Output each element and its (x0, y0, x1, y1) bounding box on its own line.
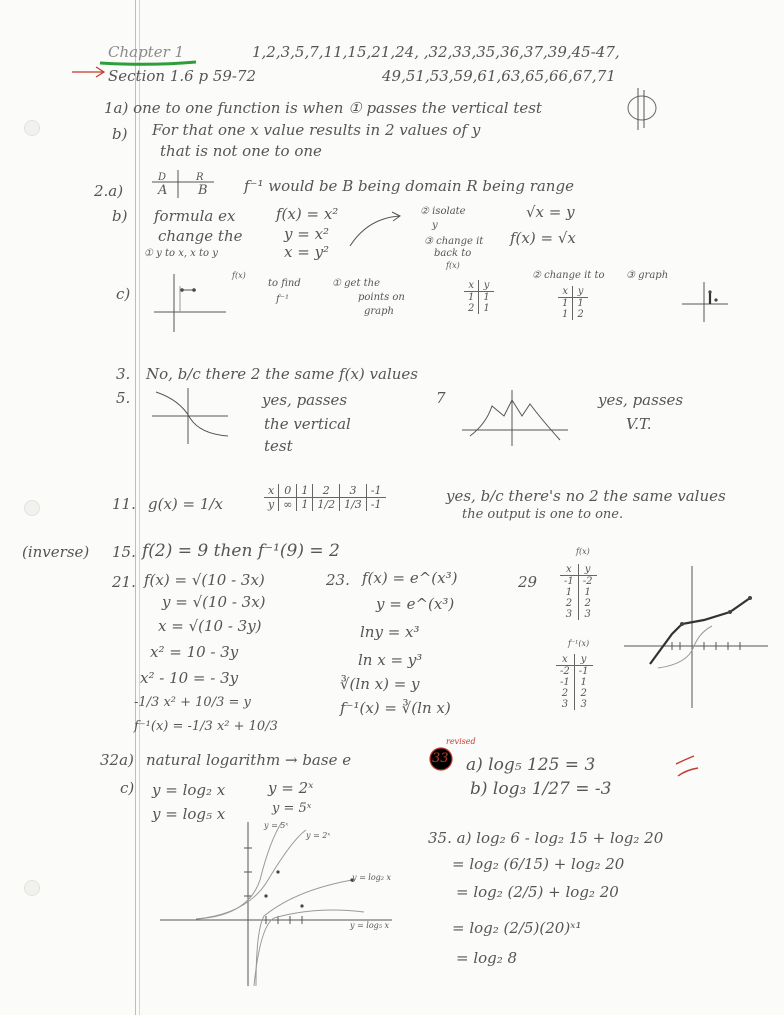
q11-table (264, 484, 386, 511)
q32c-l2a: y = log₅ x (152, 805, 226, 823)
q2c-get: ① get the (332, 278, 381, 289)
punch-hole (24, 880, 40, 896)
q2b-isolate: ② isolate (420, 206, 466, 217)
q29-fx: f(x) (576, 547, 590, 556)
q2b-x: x = y² (284, 243, 330, 261)
q2c-inverse-graph (680, 282, 730, 322)
q32c-l1b: y = 2ˣ (268, 779, 314, 797)
q1a-text: 1a) one to one function is when ① passes the vertical test (104, 99, 542, 117)
q7-label: 7 (436, 389, 446, 407)
cell: 1 (573, 298, 588, 310)
q11-label: 11. (112, 495, 136, 513)
q21-line: -1/3 x² + 10/3 = y (134, 695, 251, 710)
cell: y (574, 654, 592, 666)
q2b-y: y = x² (284, 225, 330, 243)
punch-hole (24, 500, 40, 516)
q2-table-d: D (158, 172, 167, 183)
q32-g-log5: y = log₅ x (350, 921, 390, 930)
q15-tag: (inverse) (22, 543, 90, 561)
cell: ∞ (279, 498, 297, 512)
cell: 1 (562, 298, 569, 309)
margin-line (139, 0, 140, 1015)
q33-label: 33 (432, 751, 449, 766)
q2c-table2 (558, 286, 588, 320)
q2c-graph (150, 272, 230, 334)
q23-label: 23. (326, 571, 350, 589)
cell: -2 (578, 576, 596, 588)
q23-line: ∛(ln x) = y (340, 675, 420, 693)
q7-yes-a: yes, passes (598, 391, 684, 409)
q5-label: 5. (116, 389, 131, 407)
q35-line2: = log₂ (6/15) + log₂ 20 (452, 855, 625, 873)
q2c-points: points on (358, 292, 405, 303)
cell: 1 (297, 484, 313, 498)
q33-revised: revised (446, 737, 476, 746)
q2b-change: change the (158, 227, 243, 245)
q35-line1: 35. a) log₂ 6 - log₂ 15 + log₂ 20 (428, 829, 664, 847)
cell: 1/2 (313, 498, 340, 512)
q5-yes2: the vertical (264, 415, 351, 433)
cell: 3 (340, 484, 367, 498)
cell: 1 (468, 292, 475, 303)
problems-line1: 1,2,3,5,7,11,15,21,24, ,32,33,35,36,37,39,45-47, (252, 43, 620, 61)
punch-hole (24, 120, 40, 136)
q7-graph (460, 390, 570, 446)
q35-line5: = log₂ 8 (456, 949, 518, 967)
q32-g-log2: y = log₂ x (352, 873, 392, 882)
q21-line: f(x) = √(10 - 3x) (144, 571, 265, 589)
cell: -1 (574, 666, 592, 678)
q32c-l1a: y = log₂ x (152, 781, 226, 799)
cell: y (573, 286, 588, 298)
q2b-formula: formula ex (154, 207, 236, 225)
chapter-title: Chapter 1 (108, 43, 185, 61)
cell: 2 (561, 688, 569, 699)
vertical-line-test-sketch (622, 88, 662, 130)
q5-yes3: test (264, 437, 293, 455)
q2a-text: f⁻¹ would be B being domain R being range (244, 177, 574, 195)
cell: 1 (562, 309, 569, 320)
q29-graph (622, 560, 772, 710)
q32-graph (156, 820, 396, 990)
q2b-fx2: f(x) (446, 261, 460, 270)
q23-line: y = e^(x³) (376, 595, 455, 613)
cell: 2 (578, 598, 596, 609)
cell: 1/3 (340, 498, 367, 512)
q21-line: y = √(10 - 3x) (162, 593, 266, 611)
cell: 2 (565, 598, 573, 609)
q21-line: x² = 10 - 3y (150, 643, 239, 661)
q2c-label: c) (116, 285, 131, 303)
q5-graph (150, 386, 230, 446)
q2c-fx: f(x) (232, 271, 246, 280)
q5-yes1: yes, passes (262, 391, 348, 409)
q3-label: 3. (116, 365, 131, 383)
q1b-label: b) (112, 125, 128, 143)
q15-text: f(2) = 9 then f⁻¹(9) = 2 (142, 541, 340, 561)
q29-label: 29 (518, 573, 538, 591)
cell: 2 (574, 688, 592, 699)
cell: 3 (565, 609, 573, 620)
q2b-fx-sqrt: f(x) = √x (510, 229, 576, 247)
section-title: Section 1.6 p 59-72 (108, 67, 257, 85)
q2c-graph-label: graph (364, 306, 394, 317)
q33a: a) log₅ 125 = 3 (466, 755, 596, 775)
q2b-change-back: ③ change it (424, 236, 484, 247)
q29-table2 (556, 654, 593, 710)
q2a-label: 2.a) (94, 182, 124, 200)
q2b-swap: ① y to x, x to y (144, 248, 218, 259)
q35-line4: = log₂ (2/5)(20)ˣ¹ (452, 919, 582, 937)
cell: -1 (560, 677, 570, 688)
q2-table-a: A (158, 183, 168, 198)
q29-finv: f⁻¹(x) (568, 639, 590, 648)
q2-table-b: B (198, 183, 208, 198)
cell: 3 (578, 609, 596, 620)
q32c-l2b: y = 5ˣ (272, 801, 312, 816)
q2b-sqrt: √x = y (526, 203, 575, 221)
q11-text1: yes, b/c there's no 2 the same values (446, 487, 726, 505)
q3-text: No, b/c there 2 the same f(x) values (146, 365, 418, 383)
q1b-line2: that is not one to one (160, 142, 322, 160)
q2b-y2: y (432, 220, 438, 231)
cell: -1 (366, 484, 385, 498)
cell: 0 (279, 484, 297, 498)
q2b-label: b) (112, 207, 128, 225)
q2b-back-to: back to (434, 248, 472, 259)
q23-line: f⁻¹(x) = ∛(ln x) (340, 699, 451, 717)
q2c-finv: f⁻¹ (276, 294, 289, 305)
cell: x (264, 484, 279, 498)
cell: 1 (578, 587, 596, 598)
cell: x (464, 280, 479, 292)
q23-line: lny = x³ (360, 623, 420, 641)
arrow-icon (348, 210, 408, 250)
q2c-graph2: ③ graph (626, 270, 669, 281)
cell: 2 (573, 309, 588, 320)
q32a-label: 32a) (100, 751, 134, 769)
q11-text2: the output is one to one. (462, 507, 624, 522)
cell: -1 (366, 498, 385, 512)
q11-fn: g(x) = 1/x (148, 495, 223, 513)
q15-label: 15. (112, 543, 136, 561)
q2b-fx: f(x) = x² (276, 205, 339, 223)
cell: 1 (574, 677, 592, 688)
cell: 1 (479, 303, 494, 314)
q32a-text: natural logarithm → base e (146, 751, 352, 769)
q2c-change: ② change it to (532, 270, 605, 281)
q35-line3: = log₂ (2/5) + log₂ 20 (456, 883, 619, 901)
cell: x (560, 564, 578, 576)
q33b: b) log₃ 1/27 = -3 (470, 779, 612, 799)
cell: -1 (564, 576, 574, 587)
q23-line: ln x = y³ (358, 651, 423, 669)
cell: 1 (479, 292, 494, 304)
q2-table-lines (148, 170, 218, 200)
q21-line: x = √(10 - 3y) (158, 617, 262, 635)
q2c-to-find: to find (268, 278, 301, 289)
q7-yes-b: V.T. (626, 415, 652, 433)
q29-table1 (560, 564, 597, 620)
cell: x (558, 286, 573, 298)
cell: y (479, 280, 494, 292)
q1b-line1: For that one x value results in 2 values of y (152, 121, 481, 139)
q21-label: 21. (112, 573, 136, 591)
cell: y (578, 564, 596, 576)
q23-line: f(x) = e^(x³) (362, 569, 458, 587)
cell: 3 (561, 699, 569, 710)
problems-line2: 49,51,53,59,61,63,65,66,67,71 (382, 67, 616, 85)
red-checkmark (674, 754, 700, 778)
cell: 2 (313, 484, 340, 498)
arrow-icon (70, 66, 110, 78)
q2c-table1 (464, 280, 494, 314)
cell: 1 (297, 498, 313, 512)
q32-g-2x: y = 2ˣ (306, 831, 331, 840)
cell: y (268, 498, 275, 511)
q2-table-r: R (196, 172, 204, 183)
cell: 1 (565, 587, 573, 598)
q21-line: x² - 10 = - 3y (140, 669, 239, 687)
cell: 2 (468, 303, 475, 314)
q32c-label: c) (120, 779, 135, 797)
q32-g-5x: y = 5ˣ (264, 821, 289, 830)
q21-line: f⁻¹(x) = -1/3 x² + 10/3 (134, 719, 278, 734)
cell: x (556, 654, 574, 666)
cell: 3 (574, 699, 592, 710)
cell: -2 (560, 666, 570, 677)
